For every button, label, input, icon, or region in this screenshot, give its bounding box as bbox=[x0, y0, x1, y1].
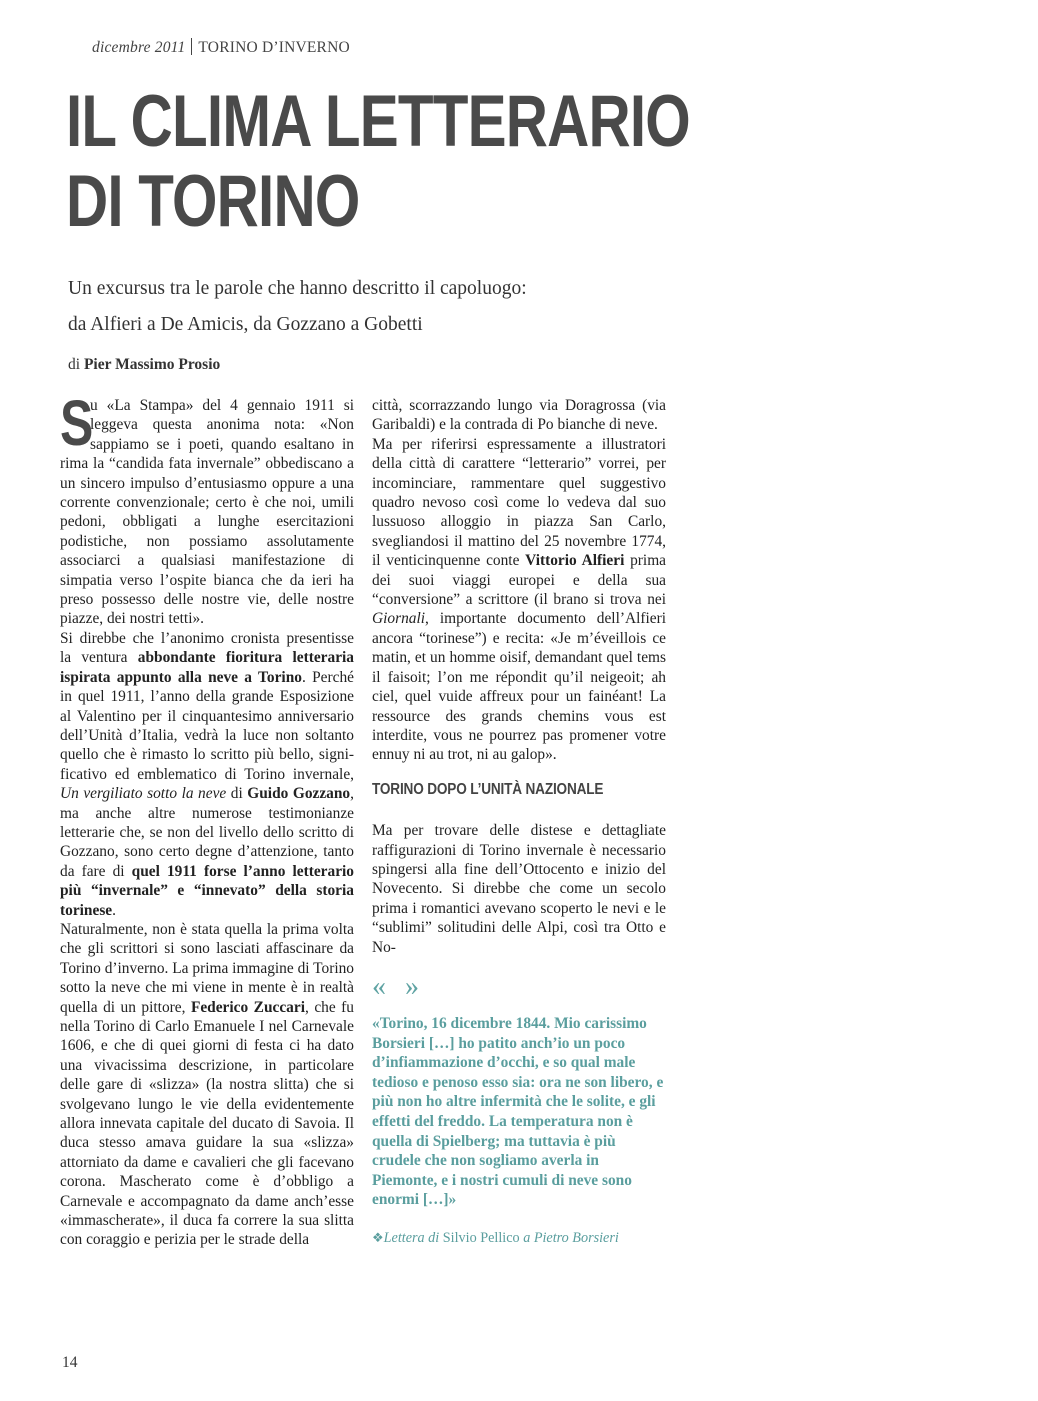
paragraph bbox=[372, 435, 666, 765]
paragraph-text: Naturalmente, non è stata quella la prima volta che gli scrittori si sono lasciati affascinare da Torino d’inverno. La prima immagine di Torino sotto la neve che mi viene in mente è in realtà quella di un pittore, bbox=[60, 920, 354, 1016]
attribution-mid: a bbox=[523, 1229, 531, 1246]
pull-quote: «Torino, 16 dicembre 1844. Mio carissimo Borsieri […] ho patito anch’io un poco d’infiammazione d’occhi, e so qual male tedioso e penoso esso sia: ora ne son libero, e più non ho altre infermità che le solite, e gli effetti del freddo. La temperatura non è quella di Spielberg; ma tuttavia è più crudele che non sogliamo averla in Piemonte, e i nostri cumuli di neve sono enormi […]» bbox=[372, 1014, 664, 1209]
section-heading: TORINO DOPO L’UNITÀ NAZIONALE bbox=[372, 780, 604, 798]
text-column-2 bbox=[372, 396, 666, 1248]
emphasis: abbondante fioritura letteraria ispirata appunto alla neve a Torino bbox=[60, 649, 355, 686]
issue-date: dicembre 2011 bbox=[92, 39, 186, 56]
text-column-1 bbox=[60, 387, 355, 1250]
attribution-recipient: Pietro Borsieri bbox=[533, 1229, 619, 1246]
paragraph-text: . bbox=[112, 901, 116, 919]
paragraph-text: , importante documento dell’Alfieri ancora “torinese”) e recita: «Je m’éveillois ce matin, et un homme oisif, demandant quel tems il faisoit; l’on me répondit qu’il neigeoit; ah ciel, quel vuide affreux pour un fainéant! La ressource des grands chemins vous est interdite, vous ne pourrez pas promener votre ennuy ni au trot, ni au galop». bbox=[372, 610, 666, 764]
attribution-prefix: Lettera di bbox=[383, 1229, 440, 1246]
author-name: Pier Massimo Prosio bbox=[83, 356, 221, 373]
paragraph: Ma per trovare delle distese e dettagliate raffigurazioni di Torino invernale è necessario spingersi alla fine dell’Ottocento e inizio del Novecento. Si direbbe che come un secolo prima i romantici avevano scoperto le nevi e le “sublimi” solitudini delle Alpi, così tra Otto e No- bbox=[372, 822, 666, 956]
emphasis: Guido Gozzano bbox=[247, 785, 351, 803]
paragraph-text: . Perché in quel 1911, l’anno della grande Esposizione al Valentino per il cinquantesimo anniversario dell’Unità d’Italia, vedrà la luce non soltanto quello che è rimasto lo scritto più bello, significativo ed emblematico di Torino invernale, bbox=[60, 668, 354, 783]
running-header bbox=[92, 38, 350, 57]
work-title: Un vergiliato sotto la neve bbox=[60, 785, 227, 803]
paragraph bbox=[60, 387, 354, 629]
emphasis: quel 1911 forse l’anno letterario più “invernale” e “innevato” della storia torinese bbox=[60, 862, 354, 919]
paragraph-text: di bbox=[226, 785, 248, 803]
emphasis: Vittorio Alfieri bbox=[525, 552, 625, 570]
ornament-icon: ❖ bbox=[372, 1229, 384, 1245]
quote-marks-icon: « » bbox=[372, 970, 425, 1002]
section-label: TORINO D’INVERNO bbox=[198, 39, 350, 56]
paragraph bbox=[60, 629, 354, 920]
byline-prefix: di bbox=[68, 356, 81, 373]
paragraph-text: u «La Stampa» del 4 gennaio 1911 si leggeva questa anonima nota: «Non sappiamo se i poeti, quando esaltano in rima la “candida fata invernale” obbediscano a un sincero impulso d’entusiasmo oppure a una corrente convenzionale; certo è che noi, umili pedoni, obbligati a lunghe esercitazioni podistiche, non possiamo assolutamente associarci a qualsiasi manifestazione di simpatia verso l’ospite bianca che da ieri ha preso possesso delle nostre vie, delle nostre piazze, dei nostri tetti». bbox=[60, 397, 354, 628]
header-separator bbox=[191, 38, 192, 55]
attribution-author: Silvio Pellico bbox=[442, 1229, 520, 1246]
quote-attribution bbox=[372, 1228, 666, 1248]
paragraph-text: , ma anche altre numerose testimonianze letterarie che, se non del livello dello scritto di Gozzano, sono certo degne d’attenzione, tanto da fare di bbox=[60, 785, 354, 880]
title-line-1: IL CLIMA LETTERARIO bbox=[66, 81, 690, 162]
page-number: 14 bbox=[62, 1354, 78, 1371]
emphasis: Federico Zuccari bbox=[190, 998, 305, 1016]
article-title bbox=[66, 81, 690, 242]
paragraph bbox=[60, 920, 354, 1250]
subtitle-line-2: da Alfieri a De Amicis, da Gozzano a Gobetti bbox=[68, 314, 423, 335]
paragraph-text: Si direbbe che l’anonimo cronista presentisse la ventura bbox=[60, 629, 354, 667]
subtitle-line-1: Un excursus tra le parole che hanno descritto il capoluogo: bbox=[68, 278, 527, 299]
drop-cap: S bbox=[60, 387, 94, 459]
paragraph-text: , che fu nella Torino di Carlo Emanuele I nel Carnevale 1606, e che di quei giorni di festa ci ha dato una vivacissima descrizione, in particolare delle gare di «slizza» (la nostra slitta) che si svolgevano lungo le vie della evidentemente allora innevata capitale del ducato di Savoia. Il duca stesso amava guidare la sua «slizza» attorniato da dame e cavalieri che gli facevano corona. Mascherato come è d’obbligo a Carnevale e accompagnato da dame anch’esse «immascherate», il duca fa correre la sua slitta con coraggio e perizia per le strade della bbox=[60, 998, 354, 1249]
paragraph-text: Ma per riferirsi espressamente a illustratori della città di carattere “letterario” vorrei, per incominciare, rammentare quel suggestivo quadro nevoso così come lo vedeva dal suo lussuoso alloggio in piazza San Carlo, svegliandosi il mattino del 25 novembre 1774, il venticinquenne conte bbox=[372, 435, 666, 570]
byline bbox=[68, 356, 220, 374]
article-subtitle bbox=[68, 271, 708, 343]
paragraph: città, scorrazzando lungo via Doragrossa (via Garibaldi) e la contrada di Po bianche di neve. bbox=[372, 397, 666, 434]
title-line-2: DI TORINO bbox=[66, 161, 360, 242]
paragraph-text: prima dei suoi viaggi europei e della sua “conversione” a scrittore (il brano si trova nei bbox=[372, 552, 667, 609]
work-title: Giornali bbox=[372, 610, 426, 628]
